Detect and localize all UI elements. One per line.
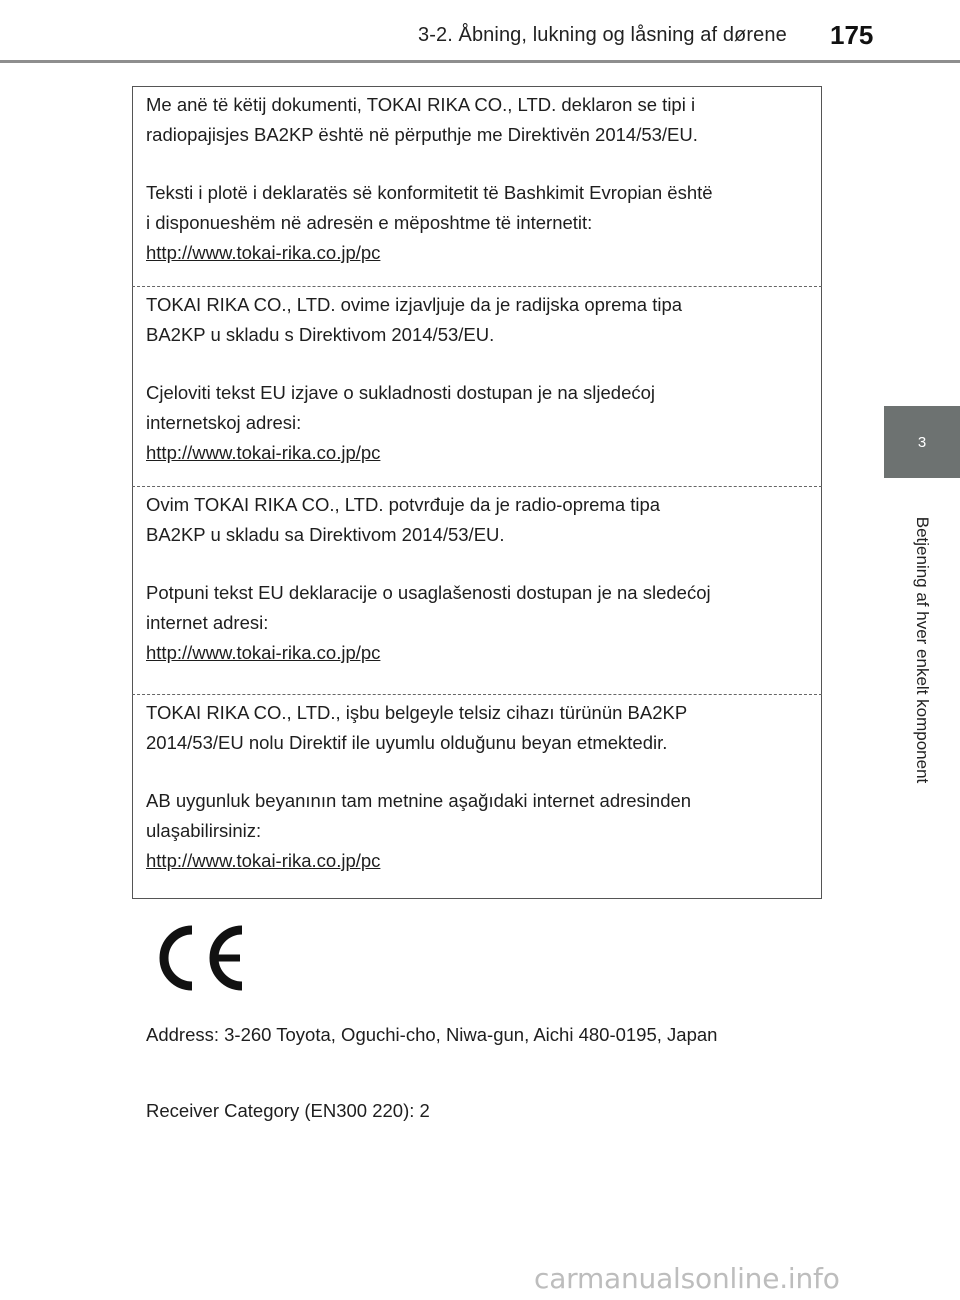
section-divider — [132, 286, 822, 287]
section-line: TOKAI RIKA CO., LTD. ovime izjavljuje da je radijska oprema tipa — [146, 294, 683, 315]
chapter-title: Betjening af hver enkelt komponent — [913, 516, 932, 784]
section-line: i disponueshëm në adresën e mëposhtme të internetit: — [146, 212, 593, 233]
declaration-section-turkish — [146, 698, 806, 876]
declaration-url-link[interactable]: http://www.tokai-rika.co.jp/pc — [146, 642, 381, 663]
section-line: Potpuni tekst EU deklaracije o usaglašenosti dostupan je na sledećoj — [146, 582, 711, 603]
declaration-section-croatian — [146, 290, 806, 468]
section-line: Me anë të këtij dokumenti, TOKAI RIKA CO., LTD. deklaron se tipi i — [146, 94, 696, 115]
section-line: internetskoj adresi: — [146, 412, 302, 433]
section-line: AB uygunluk beyanının tam metnine aşağıdaki internet adresinden — [146, 790, 692, 811]
declaration-url-link[interactable]: http://www.tokai-rika.co.jp/pc — [146, 850, 381, 871]
declaration-section-bosnian — [146, 490, 806, 668]
section-line: BA2KP u skladu s Direktivom 2014/53/EU. — [146, 324, 495, 345]
chapter-number: 3 — [917, 433, 927, 451]
section-line: Teksti i plotë i deklaratës së konformitetit të Bashkimit Evropian është — [146, 182, 713, 203]
section-line: 2014/53/EU nolu Direktif ile uyumlu olduğunu beyan etmektedir. — [146, 732, 668, 753]
page-number: 175 — [830, 20, 874, 50]
declaration-url-link[interactable]: http://www.tokai-rika.co.jp/pc — [146, 442, 381, 463]
receiver-category: Receiver Category (EN300 220): 2 — [146, 1100, 430, 1121]
declaration-section-albanian — [146, 90, 806, 268]
manufacturer-address: Address: 3-260 Toyota, Oguchi-cho, Niwa-gun, Aichi 480-0195, Japan — [146, 1024, 718, 1045]
declaration-url-link[interactable]: http://www.tokai-rika.co.jp/pc — [146, 242, 381, 263]
section-title: 3-2. Åbning, lukning og låsning af dørene — [418, 24, 787, 46]
section-line: internet adresi: — [146, 612, 269, 633]
section-line: radiopajisjes BA2KP është në përputhje me Direktivën 2014/53/EU. — [146, 124, 698, 145]
ce-mark-icon — [150, 922, 250, 994]
chapter-number-tab — [884, 406, 960, 478]
section-divider — [132, 694, 822, 695]
section-line: TOKAI RIKA CO., LTD., işbu belgeyle telsiz cihazı türünün BA2KP — [146, 702, 688, 723]
section-divider — [132, 486, 822, 487]
section-line: Cjeloviti tekst EU izjave o sukladnosti dostupan je na sljedećoj — [146, 382, 656, 403]
watermark-text: carmanualsonline.info — [534, 1262, 840, 1295]
header-rule — [0, 60, 960, 63]
section-line: Ovim TOKAI RIKA CO., LTD. potvrđuje da je radio-oprema tipa — [146, 494, 661, 515]
section-line: ulaşabilirsiniz: — [146, 820, 262, 841]
section-line: BA2KP u skladu sa Direktivom 2014/53/EU. — [146, 524, 505, 545]
